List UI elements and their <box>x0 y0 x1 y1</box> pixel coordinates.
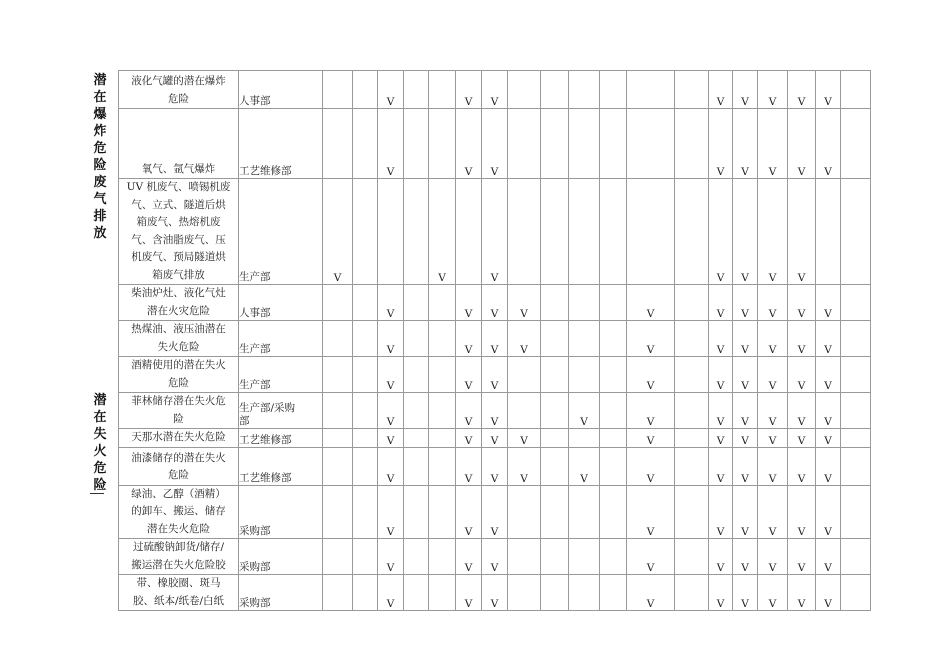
check-cell <box>600 71 627 109</box>
check-cell: V <box>378 71 404 109</box>
check-cell: V <box>709 447 733 485</box>
check-cell <box>841 539 871 575</box>
check-cell <box>569 357 600 393</box>
department-cell: 生产部 <box>239 321 323 357</box>
check-cell: V <box>788 539 816 575</box>
check-cell: V <box>709 485 733 539</box>
check-cell <box>841 447 871 485</box>
check-cell <box>600 447 627 485</box>
check-cell: V <box>816 575 841 611</box>
check-cell: V <box>508 321 541 357</box>
check-cell: V <box>816 321 841 357</box>
check-cell: V <box>627 539 675 575</box>
check-cell: V <box>709 575 733 611</box>
check-cell: V <box>456 285 482 321</box>
check-cell: V <box>456 575 482 611</box>
check-cell: V <box>627 357 675 393</box>
check-cell <box>600 357 627 393</box>
check-cell <box>816 179 841 285</box>
department-cell: 人事部 <box>239 285 323 321</box>
check-cell <box>541 429 569 448</box>
check-cell: V <box>482 429 508 448</box>
section-divider-dash <box>90 493 104 494</box>
check-cell <box>456 179 482 285</box>
check-cell: V <box>816 109 841 179</box>
check-cell <box>841 485 871 539</box>
check-cell: V <box>508 447 541 485</box>
check-cell: V <box>816 447 841 485</box>
check-cell: V <box>627 321 675 357</box>
check-cell <box>353 393 378 429</box>
check-cell <box>675 357 709 393</box>
check-cell <box>429 539 456 575</box>
check-cell <box>323 285 353 321</box>
check-cell <box>404 109 429 179</box>
table-row <box>119 485 871 539</box>
check-cell: V <box>733 71 758 109</box>
check-cell: V <box>378 485 404 539</box>
check-cell <box>404 285 429 321</box>
check-cell <box>627 71 675 109</box>
department-cell: 生产部 <box>239 357 323 393</box>
check-cell <box>378 179 404 285</box>
check-cell <box>404 575 429 611</box>
section-label-char: 气 <box>93 192 107 207</box>
hazard-cell: 酒精使用的潜在失火 危险 <box>119 357 239 393</box>
check-cell <box>675 429 709 448</box>
check-cell <box>841 429 871 448</box>
check-cell <box>323 447 353 485</box>
check-cell <box>353 485 378 539</box>
table-row <box>119 321 871 357</box>
check-cell <box>569 429 600 448</box>
check-cell <box>841 179 871 285</box>
check-cell <box>675 447 709 485</box>
check-cell: V <box>456 447 482 485</box>
check-cell: V <box>456 321 482 357</box>
check-cell: V <box>758 109 788 179</box>
check-cell <box>541 321 569 357</box>
check-cell <box>508 393 541 429</box>
check-cell <box>627 179 675 285</box>
table-row <box>119 285 871 321</box>
check-cell <box>429 321 456 357</box>
check-cell <box>508 109 541 179</box>
check-cell: V <box>788 485 816 539</box>
check-cell <box>323 71 353 109</box>
check-cell: V <box>456 429 482 448</box>
table-row <box>119 539 871 575</box>
check-cell <box>600 575 627 611</box>
check-cell <box>841 321 871 357</box>
check-cell <box>429 429 456 448</box>
check-cell: V <box>482 393 508 429</box>
check-cell: V <box>788 357 816 393</box>
check-cell <box>508 485 541 539</box>
check-cell <box>404 321 429 357</box>
table-row <box>119 71 871 109</box>
check-cell <box>404 429 429 448</box>
check-cell: V <box>733 539 758 575</box>
section-label-char: 废 <box>93 175 107 190</box>
check-cell: V <box>627 485 675 539</box>
check-cell <box>675 179 709 285</box>
department-cell: 生产部 <box>239 179 323 285</box>
check-cell <box>541 357 569 393</box>
check-cell <box>353 447 378 485</box>
check-cell: V <box>733 429 758 448</box>
check-cell <box>353 321 378 357</box>
check-cell <box>841 357 871 393</box>
check-cell <box>353 285 378 321</box>
department-cell: 采购部 <box>239 575 323 611</box>
check-cell <box>675 71 709 109</box>
check-cell <box>600 485 627 539</box>
check-cell <box>675 575 709 611</box>
check-cell: V <box>816 429 841 448</box>
section-label-char: 在 <box>93 90 107 105</box>
check-cell <box>675 109 709 179</box>
check-cell <box>841 575 871 611</box>
check-cell <box>541 539 569 575</box>
check-cell: V <box>482 179 508 285</box>
check-cell: V <box>456 393 482 429</box>
section-label-char: 在 <box>93 410 107 425</box>
check-cell <box>404 539 429 575</box>
table-row <box>119 429 871 448</box>
check-cell: V <box>758 429 788 448</box>
check-cell <box>429 485 456 539</box>
hazard-cell: 氧气、氩气爆炸 <box>119 109 239 179</box>
check-cell <box>508 575 541 611</box>
check-cell <box>841 109 871 179</box>
check-cell: V <box>733 447 758 485</box>
check-cell: V <box>378 357 404 393</box>
check-cell: V <box>482 539 508 575</box>
check-cell: V <box>456 539 482 575</box>
check-cell <box>841 393 871 429</box>
check-cell: V <box>788 321 816 357</box>
section-label-fire <box>86 392 114 494</box>
check-cell: V <box>733 485 758 539</box>
check-cell <box>541 71 569 109</box>
check-cell: V <box>816 285 841 321</box>
check-cell: V <box>456 485 482 539</box>
check-cell <box>404 71 429 109</box>
check-cell <box>323 485 353 539</box>
check-cell <box>627 109 675 179</box>
check-cell: V <box>788 285 816 321</box>
check-cell <box>429 575 456 611</box>
check-cell <box>323 539 353 575</box>
hazard-cell: 热煤油、液压油潜在 失火危险 <box>119 321 239 357</box>
check-cell <box>353 109 378 179</box>
table-row <box>119 575 871 611</box>
check-cell: V <box>429 179 456 285</box>
check-cell <box>675 393 709 429</box>
check-cell <box>600 179 627 285</box>
check-cell: V <box>788 109 816 179</box>
check-cell <box>569 179 600 285</box>
check-cell <box>569 539 600 575</box>
section-label-char: 爆 <box>93 107 107 122</box>
check-cell <box>541 447 569 485</box>
check-cell <box>353 71 378 109</box>
check-cell: V <box>323 179 353 285</box>
check-cell <box>541 109 569 179</box>
check-cell <box>429 109 456 179</box>
check-cell <box>323 429 353 448</box>
section-label-char: 放 <box>93 226 107 241</box>
check-cell: V <box>378 539 404 575</box>
check-cell: V <box>709 321 733 357</box>
check-cell: V <box>709 179 733 285</box>
check-cell: V <box>569 447 600 485</box>
hazard-cell: 带、橡胶圈、斑马 胶、纸本/纸卷/白纸 <box>119 575 239 611</box>
hazard-cell: 菲林储存潜在失火危 险 <box>119 393 239 429</box>
check-cell <box>541 393 569 429</box>
hazard-table <box>118 70 871 611</box>
check-cell: V <box>733 321 758 357</box>
check-cell <box>508 71 541 109</box>
check-cell: V <box>456 357 482 393</box>
department-cell: 人事部 <box>239 71 323 109</box>
hazard-cell: 天那水潜在失火危险 <box>119 429 239 448</box>
section-label-char: 危 <box>93 141 107 156</box>
check-cell <box>404 179 429 285</box>
check-cell <box>323 357 353 393</box>
check-cell: V <box>482 447 508 485</box>
check-cell: V <box>482 485 508 539</box>
check-cell <box>675 321 709 357</box>
check-cell <box>541 485 569 539</box>
check-cell: V <box>378 393 404 429</box>
check-cell <box>508 179 541 285</box>
check-cell: V <box>709 393 733 429</box>
check-cell <box>404 393 429 429</box>
section-label-char: 火 <box>93 444 107 459</box>
check-cell <box>429 285 456 321</box>
check-cell: V <box>482 71 508 109</box>
check-cell: V <box>709 285 733 321</box>
check-cell <box>569 485 600 539</box>
check-cell <box>404 485 429 539</box>
check-cell: V <box>816 357 841 393</box>
check-cell: V <box>508 285 541 321</box>
table-row <box>119 109 871 179</box>
check-cell: V <box>733 179 758 285</box>
check-cell: V <box>627 429 675 448</box>
check-cell: V <box>482 321 508 357</box>
hazard-cell: 柴油炉灶、液化气灶 潜在火灾危险 <box>119 285 239 321</box>
check-cell: V <box>709 429 733 448</box>
check-cell <box>600 285 627 321</box>
check-cell: V <box>816 485 841 539</box>
check-cell: V <box>758 575 788 611</box>
hazard-cell: 过硫酸钠卸货/储存/ 搬运潜在失火危险胶 <box>119 539 239 575</box>
check-cell <box>429 357 456 393</box>
check-cell <box>323 575 353 611</box>
check-cell <box>569 109 600 179</box>
section-label-char: 排 <box>93 209 107 224</box>
check-cell <box>404 357 429 393</box>
hazard-cell: 油漆储存的潜在失火 危险 <box>119 447 239 485</box>
check-cell <box>841 285 871 321</box>
check-cell <box>569 71 600 109</box>
section-label-explosion <box>86 72 114 242</box>
check-cell <box>323 109 353 179</box>
hazard-cell: 绿油、乙醇（酒精） 的卸车、搬运、储存 潜在失火危险 <box>119 485 239 539</box>
table-row <box>119 179 871 285</box>
check-cell <box>353 179 378 285</box>
check-cell <box>600 393 627 429</box>
check-cell: V <box>758 447 788 485</box>
check-cell <box>600 109 627 179</box>
check-cell: V <box>788 575 816 611</box>
check-cell: V <box>788 447 816 485</box>
table-row <box>119 357 871 393</box>
check-cell: V <box>758 357 788 393</box>
check-cell: V <box>482 285 508 321</box>
table-row <box>119 447 871 485</box>
section-label-char: 危 <box>93 461 107 476</box>
department-cell: 工艺维修部 <box>239 447 323 485</box>
check-cell: V <box>816 393 841 429</box>
check-cell: V <box>788 429 816 448</box>
check-cell: V <box>627 285 675 321</box>
check-cell <box>841 71 871 109</box>
department-cell: 工艺维修部 <box>239 429 323 448</box>
check-cell <box>569 285 600 321</box>
check-cell <box>569 321 600 357</box>
check-cell: V <box>733 109 758 179</box>
check-cell: V <box>456 71 482 109</box>
department-cell: 工艺维修部 <box>239 109 323 179</box>
check-cell <box>323 393 353 429</box>
check-cell: V <box>627 447 675 485</box>
check-cell: V <box>482 575 508 611</box>
hazard-cell: UV 机废气、喷锡机废 气、立式、隧道后烘 箱废气、热熔机废 气、含油脂废气、压 机废气、预局隧道烘 箱废气排放 <box>119 179 239 285</box>
department-cell: 采购部 <box>239 485 323 539</box>
hazard-cell: 液化气罐的潜在爆炸 危险 <box>119 71 239 109</box>
department-cell: 采购部 <box>239 539 323 575</box>
check-cell: V <box>758 393 788 429</box>
check-cell: V <box>378 285 404 321</box>
check-cell <box>353 429 378 448</box>
check-cell <box>323 321 353 357</box>
check-cell: V <box>709 539 733 575</box>
check-cell <box>569 575 600 611</box>
check-cell: V <box>788 71 816 109</box>
check-cell <box>541 179 569 285</box>
check-cell: V <box>482 109 508 179</box>
check-cell: V <box>816 539 841 575</box>
check-cell: V <box>378 109 404 179</box>
check-cell <box>353 575 378 611</box>
check-cell: V <box>627 393 675 429</box>
check-cell <box>404 447 429 485</box>
check-cell: V <box>378 321 404 357</box>
check-cell <box>600 321 627 357</box>
check-cell: V <box>758 285 788 321</box>
section-label-char: 潜 <box>93 393 107 408</box>
check-cell <box>429 71 456 109</box>
check-cell <box>675 485 709 539</box>
check-cell: V <box>709 109 733 179</box>
section-label-char: 失 <box>93 427 107 442</box>
check-cell: V <box>378 429 404 448</box>
check-cell: V <box>758 539 788 575</box>
check-cell: V <box>569 393 600 429</box>
check-cell <box>675 285 709 321</box>
check-cell: V <box>709 357 733 393</box>
section-label-char: 炸 <box>93 124 107 139</box>
check-cell <box>541 575 569 611</box>
check-cell: V <box>758 179 788 285</box>
check-cell: V <box>378 447 404 485</box>
check-cell <box>508 539 541 575</box>
check-cell: V <box>758 321 788 357</box>
check-cell: V <box>482 357 508 393</box>
check-cell: V <box>758 485 788 539</box>
check-cell <box>508 357 541 393</box>
check-cell <box>600 539 627 575</box>
check-cell <box>541 285 569 321</box>
check-cell: V <box>508 429 541 448</box>
check-cell <box>353 357 378 393</box>
check-cell <box>675 539 709 575</box>
check-cell: V <box>816 71 841 109</box>
check-cell <box>600 429 627 448</box>
section-label-char: 险 <box>93 478 107 493</box>
check-cell: V <box>733 575 758 611</box>
check-cell: V <box>758 71 788 109</box>
table-row <box>119 393 871 429</box>
check-cell: V <box>788 179 816 285</box>
check-cell: V <box>627 575 675 611</box>
check-cell: V <box>456 109 482 179</box>
check-cell: V <box>709 71 733 109</box>
check-cell: V <box>733 357 758 393</box>
check-cell: V <box>733 393 758 429</box>
check-cell <box>353 539 378 575</box>
check-cell <box>429 447 456 485</box>
department-cell: 生产部/采购 部 <box>239 393 323 429</box>
check-cell: V <box>733 285 758 321</box>
check-cell: V <box>788 393 816 429</box>
section-label-char: 潜 <box>93 73 107 88</box>
check-cell <box>429 393 456 429</box>
section-label-char: 险 <box>93 158 107 173</box>
check-cell: V <box>378 575 404 611</box>
